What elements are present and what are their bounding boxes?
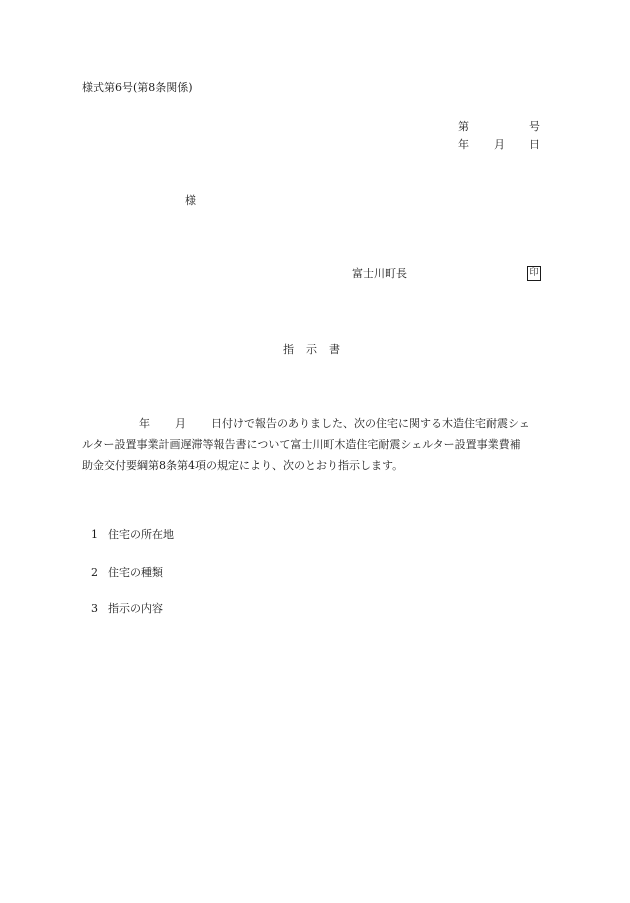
item-number-3: 3	[91, 602, 98, 615]
document-number-suffix: 号	[529, 120, 540, 133]
addressee-suffix: 様	[185, 194, 196, 207]
body-year-label: 年	[139, 417, 150, 430]
item-label-type: 住宅の種類	[108, 566, 163, 579]
item-number-1: 1	[91, 528, 98, 541]
seal-stamp: 印	[527, 266, 541, 281]
date-month-label: 月	[494, 138, 505, 151]
item-label-location: 住宅の所在地	[108, 528, 174, 541]
date-year-label: 年	[458, 138, 469, 151]
form-number-label: 様式第6号(第8条関係)	[82, 81, 193, 94]
body-text-line-2: ルター設置事業計画遅滞等報告書について富士川町木造住宅耐震シェルター設置事業費補	[82, 438, 521, 451]
issuer-name: 富士川町長	[352, 267, 407, 280]
document-title: 指示書	[283, 343, 352, 356]
date-day-label: 日	[529, 138, 540, 151]
item-number-2: 2	[91, 566, 98, 579]
body-text-line-3: 助金交付要綱第8条第4項の規定により、次のとおり指示します。	[82, 459, 404, 472]
body-text-line-1: 日付けで報告のありました、次の住宅に関する木造住宅耐震シェ	[211, 417, 530, 430]
item-label-instructions: 指示の内容	[108, 602, 163, 615]
document-number-prefix: 第	[458, 120, 469, 133]
body-month-label: 月	[175, 417, 186, 430]
